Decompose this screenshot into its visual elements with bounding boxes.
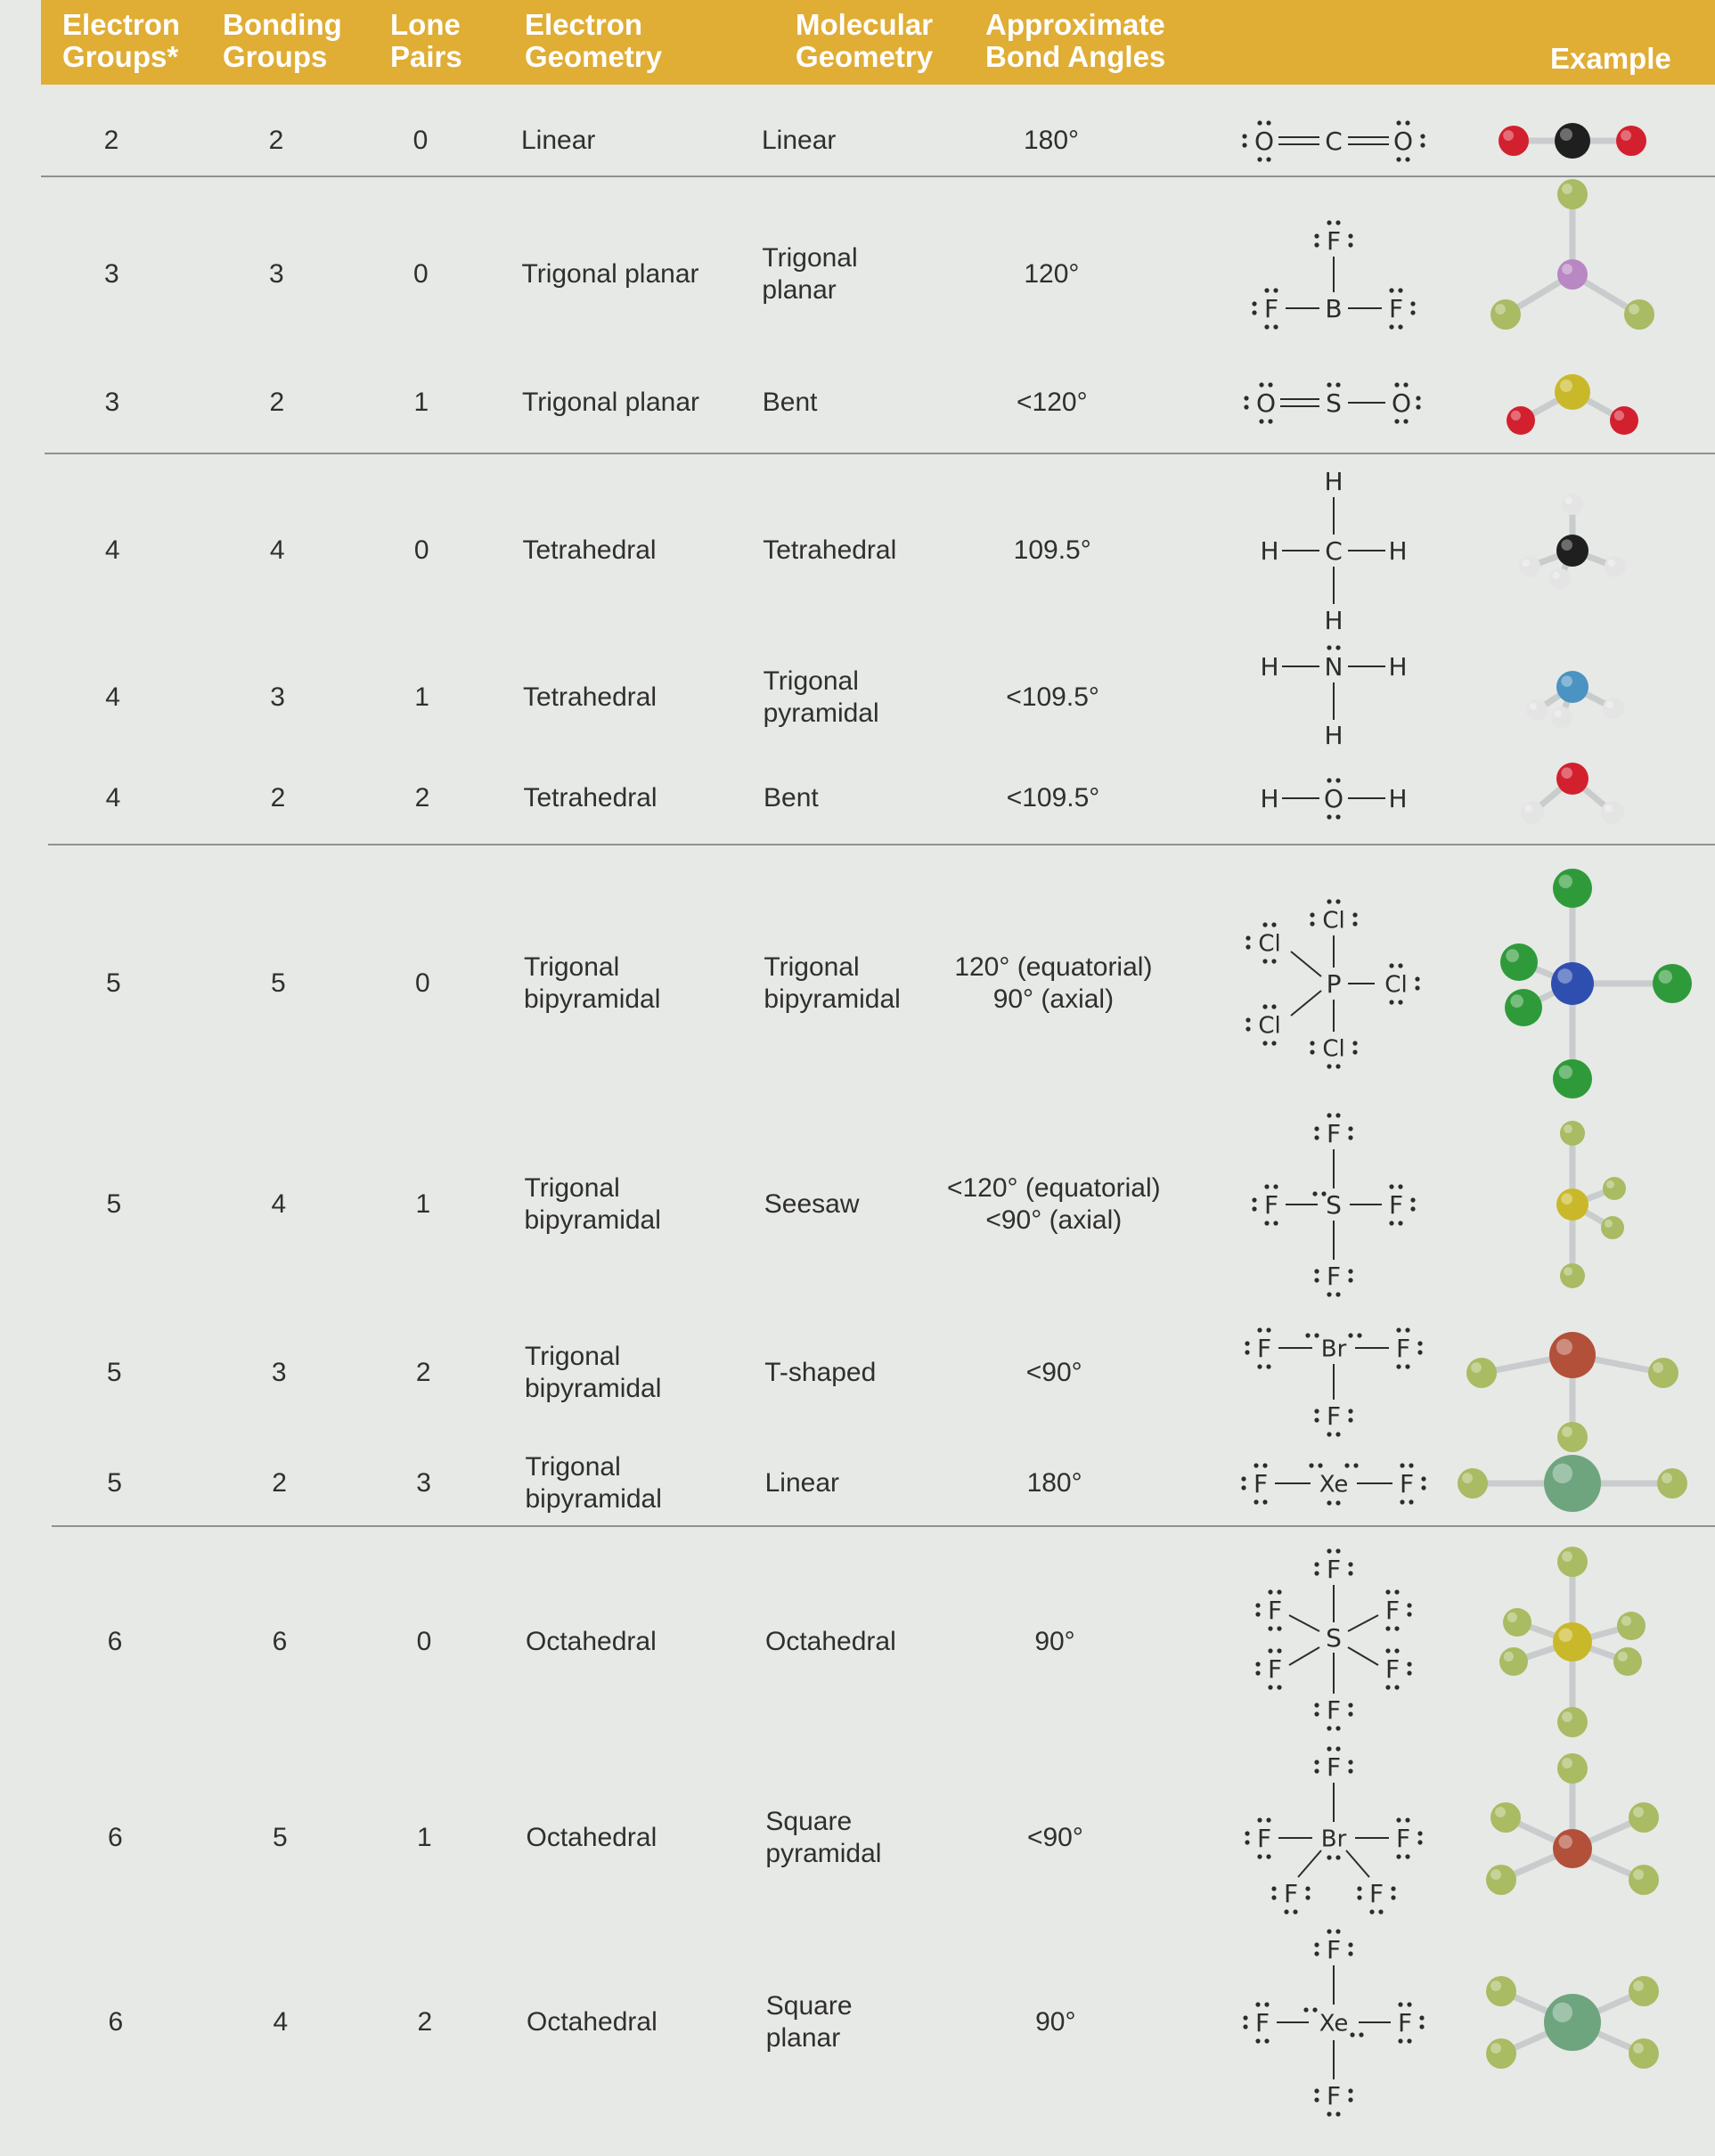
- cell-lone-pairs: 0: [416, 1627, 432, 1656]
- lone-pair-dots: [1398, 2038, 1411, 2043]
- lewis-atom-label: Br: [1320, 1825, 1347, 1853]
- lewis-atom-label: Xe: [1319, 2010, 1349, 2038]
- lewis-structure: [1218, 1889, 1450, 2156]
- cell-molecular-geometry: Seesaw: [764, 1189, 860, 1219]
- lone-pair-dots: [1348, 2088, 1352, 2102]
- cell-molecular-geometry: Octahedral: [765, 1627, 896, 1656]
- lone-pair-dots: [1314, 1126, 1319, 1139]
- lewis-atom-label: F: [1368, 1879, 1384, 1909]
- central-atom-ball: [1553, 1829, 1592, 1868]
- lone-pair-dots: [1344, 1463, 1358, 1467]
- lone-pair-dots: [1398, 2002, 1411, 2006]
- cell-electron-groups: 3: [104, 388, 120, 417]
- lone-pair-dots: [1254, 1499, 1267, 1504]
- lewis-atom-label: H: [1324, 721, 1343, 751]
- lewis-atom-label: F: [1395, 1824, 1411, 1854]
- lone-pair-dots: [1327, 778, 1340, 782]
- cell-bonding-groups: 3: [270, 682, 285, 712]
- lone-pair-dots: [1327, 1746, 1340, 1751]
- lone-pair-dots: [1268, 1626, 1281, 1630]
- central-atom-ball: [1544, 1994, 1601, 2051]
- lone-pair-dots: [1252, 1197, 1256, 1211]
- lone-pair-dots: [1262, 922, 1276, 927]
- lone-pair-dots: [1257, 1327, 1270, 1332]
- lone-pair-dots: [1327, 899, 1340, 903]
- lone-pair-dots: [1327, 1113, 1340, 1117]
- lewis-atom-label: F: [1326, 1935, 1342, 1965]
- cell-lone-pairs: 0: [415, 968, 430, 998]
- lone-pair-dots: [1314, 2088, 1319, 2102]
- cell-bonding-groups: 3: [269, 259, 284, 289]
- lone-pair-dots: [1312, 1191, 1326, 1196]
- cell-electron-geometry: Tetrahedral: [523, 682, 657, 712]
- lone-pair-dots: [1348, 1126, 1352, 1139]
- lewis-atom-label: F: [1254, 2008, 1270, 2038]
- lewis-atom-label: F: [1326, 1401, 1342, 1432]
- lone-pair-dots: [1385, 1685, 1399, 1689]
- cell-electron-groups: 4: [105, 682, 120, 712]
- cell-lone-pairs: 3: [416, 1468, 431, 1498]
- lone-pair-dots: [1257, 120, 1270, 125]
- lone-pair-dots: [1348, 1333, 1361, 1337]
- lewis-atom-label: F: [1384, 1596, 1401, 1626]
- lewis-bond: [1348, 1615, 1378, 1631]
- lewis-atom-label: B: [1325, 294, 1343, 324]
- outer-atom-ball: [1653, 964, 1692, 1003]
- cell-molecular-geometry: Square planar: [765, 1991, 853, 2053]
- cell-electron-groups: 6: [108, 1823, 123, 1852]
- lone-pair-dots: [1400, 1463, 1413, 1467]
- lewis-atom-label: F: [1326, 1262, 1342, 1292]
- cell-bonding-groups: 2: [272, 1468, 287, 1498]
- lone-pair-dots: [1327, 220, 1340, 225]
- lewis-atom-label: F: [1326, 1119, 1342, 1149]
- cell-molecular-geometry: Square pyramidal: [765, 1807, 882, 1868]
- lewis-atom-label: F: [1267, 1654, 1283, 1685]
- lone-pair-dots: [1389, 1221, 1402, 1225]
- lewis-atom-label: Xe: [1319, 1471, 1349, 1499]
- cell-electron-groups: 5: [106, 1189, 122, 1219]
- header-lone-pairs: Lone Pairs: [390, 8, 462, 73]
- lewis-bond: [1298, 1850, 1321, 1877]
- lewis-atom-label: F: [1388, 1190, 1404, 1221]
- central-atom-ball: [1553, 1622, 1592, 1662]
- lone-pair-dots: [1348, 1562, 1352, 1575]
- cell-bond-angles: 109.5°: [1013, 535, 1091, 565]
- cell-electron-groups: 5: [107, 1468, 122, 1498]
- lewis-atom-label: F: [1326, 226, 1342, 257]
- lewis-atom-label: H: [1388, 652, 1408, 682]
- lewis-atom-label: F: [1326, 1555, 1342, 1585]
- cell-lone-pairs: 2: [414, 783, 430, 813]
- outer-atom-ball: [1458, 1468, 1488, 1499]
- central-atom-ball: [1544, 1455, 1601, 1512]
- cell-bonding-groups: 2: [268, 126, 284, 155]
- lewis-bond: [1291, 991, 1321, 1016]
- cell-molecular-geometry: Linear: [762, 126, 837, 155]
- lone-pair-dots: [1407, 1662, 1411, 1675]
- lone-pair-dots: [1268, 1685, 1281, 1689]
- outer-atom-ball: [1486, 2038, 1516, 2069]
- outer-atom-ball: [1499, 1647, 1528, 1676]
- cell-electron-geometry: Linear: [521, 126, 596, 155]
- lone-pair-dots: [1244, 396, 1248, 409]
- lewis-atom-label: O: [1392, 127, 1414, 157]
- lone-pair-dots: [1264, 1221, 1278, 1225]
- cell-bond-angles: 120° (equatorial) 90° (axial): [954, 952, 1153, 1014]
- cell-electron-geometry: Trigonal planar: [522, 388, 699, 417]
- cell-electron-geometry: Trigonal bipyramidal: [524, 952, 661, 1014]
- lone-pair-dots: [1264, 1184, 1278, 1188]
- cell-lone-pairs: 1: [413, 388, 429, 417]
- cell-lone-pairs: 0: [413, 535, 429, 565]
- lone-pair-dots: [1243, 2015, 1247, 2029]
- lewis-atom-label: F: [1263, 294, 1279, 324]
- cell-electron-groups: 4: [105, 783, 121, 813]
- lone-pair-dots: [1254, 1463, 1267, 1467]
- lone-pair-dots: [1415, 976, 1419, 990]
- lone-pair-dots: [1305, 1333, 1319, 1337]
- lone-pair-dots: [1400, 1499, 1413, 1504]
- lone-pair-dots: [1245, 1831, 1249, 1844]
- lone-pair-dots: [1327, 1064, 1340, 1068]
- lewis-atom-label: Br: [1320, 1335, 1347, 1363]
- cell-electron-groups: 6: [107, 1627, 123, 1656]
- lewis-atom-label: Cl: [1322, 1035, 1345, 1063]
- lewis-atom-label: Cl: [1384, 971, 1408, 999]
- cell-electron-geometry: Tetrahedral: [522, 535, 657, 565]
- lewis-atom-label: C: [1325, 127, 1343, 157]
- outer-atom-ball: [1560, 1121, 1585, 1146]
- cell-molecular-geometry: Trigonal pyramidal: [763, 666, 879, 728]
- cell-molecular-geometry: Tetrahedral: [763, 535, 897, 565]
- outer-atom-ball: [1505, 989, 1542, 1026]
- lone-pair-dots: [1385, 1626, 1399, 1630]
- outer-atom-ball: [1601, 1216, 1624, 1239]
- lone-pair-dots: [1410, 1197, 1415, 1211]
- lone-pair-dots: [1257, 1817, 1270, 1822]
- lewis-atom-label: F: [1326, 1695, 1342, 1726]
- lone-pair-dots: [1268, 1589, 1281, 1594]
- lone-pair-dots: [1389, 963, 1402, 968]
- lone-pair-dots: [1327, 814, 1340, 819]
- cell-bond-angles: <90°: [1025, 1358, 1082, 1387]
- cell-bonding-groups: 4: [269, 535, 285, 565]
- lone-pair-dots: [1259, 382, 1272, 387]
- lewis-atom-label: F: [1397, 2008, 1413, 2038]
- lone-pair-dots: [1421, 1476, 1425, 1490]
- outer-atom-ball: [1601, 801, 1624, 824]
- lewis-atom-label: F: [1256, 1334, 1272, 1364]
- outer-atom-ball: [1500, 943, 1538, 981]
- cell-molecular-geometry: Trigonal planar: [762, 243, 858, 305]
- header-bonding-groups: Bonding Groups: [223, 8, 342, 73]
- cell-bonding-groups: 4: [271, 1189, 287, 1219]
- cell-bond-angles: <109.5°: [1006, 682, 1099, 712]
- central-atom-ball: [1556, 763, 1588, 795]
- outer-atom-ball: [1503, 1608, 1531, 1637]
- lewis-atom-label: P: [1326, 969, 1342, 1000]
- lewis-atom-label: H: [1260, 652, 1279, 682]
- lone-pair-dots: [1394, 382, 1408, 387]
- cell-bonding-groups: 2: [269, 388, 285, 417]
- cell-lone-pairs: 0: [412, 126, 429, 155]
- lone-pair-dots: [1348, 233, 1352, 247]
- cell-bonding-groups: 6: [272, 1627, 288, 1656]
- cell-electron-geometry: Trigonal planar: [521, 259, 699, 289]
- lewis-atom-label: H: [1260, 784, 1279, 814]
- lewis-atom-label: F: [1326, 1752, 1342, 1783]
- lone-pair-dots: [1262, 1041, 1276, 1045]
- lone-pair-dots: [1419, 2015, 1424, 2029]
- central-atom-ball: [1556, 1188, 1588, 1221]
- lewis-bond: [1291, 951, 1321, 976]
- cell-electron-geometry: Tetrahedral: [523, 783, 657, 813]
- lewis-atom-label: S: [1326, 1623, 1342, 1654]
- lone-pair-dots: [1241, 1476, 1245, 1490]
- cell-lone-pairs: 2: [417, 2007, 433, 2037]
- cell-lone-pairs: 0: [413, 259, 429, 289]
- lone-pair-dots: [1350, 2032, 1363, 2037]
- lone-pair-dots: [1327, 645, 1340, 649]
- header-example: Example: [1550, 42, 1671, 75]
- lewis-atom-label: H: [1324, 606, 1343, 636]
- cell-electron-geometry: Trigonal bipyramidal: [525, 1342, 662, 1403]
- cell-electron-geometry: Trigonal bipyramidal: [525, 1452, 662, 1514]
- lewis-atom-label: O: [1323, 784, 1344, 814]
- lewis-atom-label: O: [1391, 388, 1412, 419]
- header-molecular-geometry: Molecular Geometry: [796, 8, 934, 73]
- lewis-atom-label: H: [1260, 536, 1279, 567]
- lone-pair-dots: [1389, 1000, 1402, 1004]
- cell-electron-groups: 2: [103, 126, 119, 155]
- lewis-atom-label: F: [1388, 294, 1404, 324]
- lone-pair-dots: [1389, 1184, 1402, 1188]
- lone-pair-dots: [1385, 1648, 1399, 1653]
- lone-pair-dots: [1245, 1017, 1250, 1031]
- cell-lone-pairs: 1: [417, 1823, 432, 1852]
- outer-atom-ball: [1629, 2038, 1659, 2069]
- cell-bond-angles: 180°: [1026, 1468, 1082, 1498]
- lone-pair-dots: [1396, 1817, 1409, 1822]
- cell-molecular-geometry: Bent: [764, 783, 819, 813]
- lewis-atom-label: F: [1326, 2081, 1342, 2111]
- cell-electron-groups: 5: [106, 968, 121, 998]
- outer-atom-ball: [1486, 1976, 1516, 2006]
- cell-bonding-groups: 2: [270, 783, 286, 813]
- cell-electron-groups: 6: [108, 2007, 124, 2037]
- lewis-atom-label: H: [1388, 536, 1408, 567]
- lewis-atom-label: O: [1254, 127, 1275, 157]
- cell-bond-angles: <90°: [1026, 1823, 1083, 1852]
- lewis-atom-label: Cl: [1258, 1012, 1281, 1040]
- central-atom-ball: [1551, 962, 1594, 1005]
- outer-atom-ball: [1617, 1612, 1646, 1640]
- lewis-atom-label: Cl: [1258, 930, 1281, 958]
- lone-pair-dots: [1348, 1760, 1352, 1773]
- outer-atom-ball: [1603, 1177, 1626, 1200]
- lone-pair-dots: [1255, 1662, 1260, 1675]
- lewis-atom-label: F: [1263, 1190, 1279, 1221]
- lewis-bond: [1289, 1647, 1319, 1665]
- lone-pair-dots: [1255, 2038, 1269, 2043]
- lewis-atom-label: H: [1388, 784, 1408, 814]
- cell-bond-angles: 180°: [1023, 126, 1080, 155]
- lone-pair-dots: [1303, 2007, 1317, 2012]
- cell-bonding-groups: 5: [273, 1823, 288, 1852]
- cell-bond-angles: <120°: [1017, 388, 1088, 417]
- outer-atom-ball: [1557, 179, 1588, 209]
- cell-bond-angles: <109.5°: [1006, 783, 1100, 813]
- lewis-atom-label: F: [1399, 1469, 1415, 1499]
- cell-electron-geometry: Octahedral: [526, 1627, 657, 1656]
- lone-pair-dots: [1327, 1500, 1340, 1505]
- cell-bond-angles: 120°: [1024, 259, 1080, 289]
- lewis-atom-label: F: [1256, 1824, 1272, 1854]
- outer-atom-ball: [1562, 494, 1583, 515]
- cell-bond-angles: 90°: [1034, 1627, 1075, 1656]
- lewis-atom-label: F: [1395, 1334, 1411, 1364]
- cell-lone-pairs: 1: [414, 682, 429, 712]
- header-electron-groups: Electron Groups*: [62, 8, 181, 73]
- outer-atom-ball: [1557, 1753, 1588, 1784]
- lone-pair-dots: [1407, 1603, 1411, 1616]
- lewis-bond: [1348, 1647, 1378, 1665]
- header-electron-geometry: Electron Geometry: [525, 8, 663, 73]
- lone-pair-dots: [1327, 1548, 1340, 1553]
- lone-pair-dots: [1396, 1854, 1409, 1858]
- lone-pair-dots: [1396, 120, 1409, 125]
- lewis-bond: [1346, 1850, 1369, 1877]
- lewis-atom-label: O: [1255, 388, 1277, 419]
- cell-molecular-geometry: Linear: [764, 1468, 839, 1498]
- cell-bonding-groups: 5: [271, 968, 286, 998]
- outer-atom-ball: [1490, 1802, 1521, 1833]
- lone-pair-dots: [1396, 1327, 1409, 1332]
- central-atom-ball: [1555, 374, 1590, 410]
- lone-pair-dots: [1310, 912, 1314, 926]
- lewis-atom-label: F: [1267, 1596, 1283, 1626]
- lewis-atom-label: F: [1283, 1879, 1299, 1909]
- lone-pair-dots: [1257, 1854, 1270, 1858]
- lewis-atom-label: N: [1324, 652, 1343, 682]
- lone-pair-dots: [1352, 912, 1357, 926]
- lewis-atom-label: F: [1384, 1654, 1401, 1685]
- cell-electron-groups: 4: [104, 535, 120, 565]
- lone-pair-dots: [1314, 1760, 1319, 1773]
- cell-molecular-geometry: Bent: [762, 388, 818, 417]
- lone-pair-dots: [1314, 1942, 1319, 1956]
- lone-pair-dots: [1416, 396, 1420, 409]
- cell-lone-pairs: 1: [415, 1189, 431, 1219]
- central-atom-ball: [1556, 535, 1588, 567]
- cell-bonding-groups: 3: [271, 1358, 287, 1387]
- outer-atom-ball: [1629, 1976, 1659, 2006]
- lone-pair-dots: [1309, 1463, 1322, 1467]
- outer-atom-ball: [1553, 869, 1592, 908]
- header-bond-angles: Approximate Bond Angles: [985, 8, 1166, 73]
- lone-pair-dots: [1314, 1562, 1319, 1575]
- cell-bonding-groups: 4: [273, 2007, 289, 2037]
- lone-pair-dots: [1268, 1648, 1281, 1653]
- lone-pair-dots: [1327, 382, 1340, 387]
- cell-electron-groups: 5: [106, 1358, 122, 1387]
- lewis-atom-label: H: [1324, 467, 1343, 497]
- outer-atom-ball: [1629, 1802, 1659, 1833]
- lewis-atom-label: S: [1326, 1190, 1342, 1221]
- cell-electron-geometry: Octahedral: [527, 2007, 657, 2037]
- cell-molecular-geometry: T-shaped: [764, 1358, 877, 1387]
- lewis-atom-label: C: [1325, 536, 1343, 567]
- cell-electron-geometry: Octahedral: [526, 1823, 657, 1852]
- lone-pair-dots: [1262, 1004, 1276, 1009]
- outer-atom-ball: [1521, 801, 1544, 824]
- cell-electron-geometry: Trigonal bipyramidal: [524, 1173, 661, 1235]
- lewis-atom-label: S: [1326, 388, 1342, 419]
- lone-pair-dots: [1327, 1929, 1340, 1933]
- lone-pair-dots: [1385, 1589, 1399, 1594]
- outer-atom-ball: [1557, 1547, 1588, 1577]
- cell-bond-angles: 90°: [1035, 2007, 1076, 2037]
- outer-atom-ball: [1657, 1468, 1687, 1499]
- lone-pair-dots: [1314, 233, 1319, 247]
- cell-lone-pairs: 2: [415, 1358, 431, 1387]
- lone-pair-dots: [1255, 2002, 1269, 2006]
- lewis-atom-label: F: [1253, 1469, 1269, 1499]
- lone-pair-dots: [1417, 1831, 1422, 1844]
- lone-pair-dots: [1245, 935, 1250, 949]
- lone-pair-dots: [1352, 1041, 1357, 1054]
- lewis-bond: [1289, 1615, 1319, 1631]
- lone-pair-dots: [1262, 959, 1276, 963]
- lone-pair-dots: [1255, 1603, 1260, 1616]
- lone-pair-dots: [1327, 1855, 1340, 1859]
- cell-molecular-geometry: Trigonal bipyramidal: [764, 952, 901, 1014]
- lone-pair-dots: [1310, 1041, 1314, 1054]
- lewis-atom-label: Cl: [1322, 907, 1345, 935]
- lone-pair-dots: [1348, 1942, 1352, 1956]
- molecule-model: [1439, 1889, 1706, 2156]
- lone-pair-dots: [1327, 2111, 1340, 2116]
- outer-atom-ball: [1613, 1647, 1642, 1676]
- cell-electron-groups: 3: [104, 259, 119, 289]
- cell-bond-angles: <120° (equatorial) <90° (axial): [946, 1173, 1161, 1235]
